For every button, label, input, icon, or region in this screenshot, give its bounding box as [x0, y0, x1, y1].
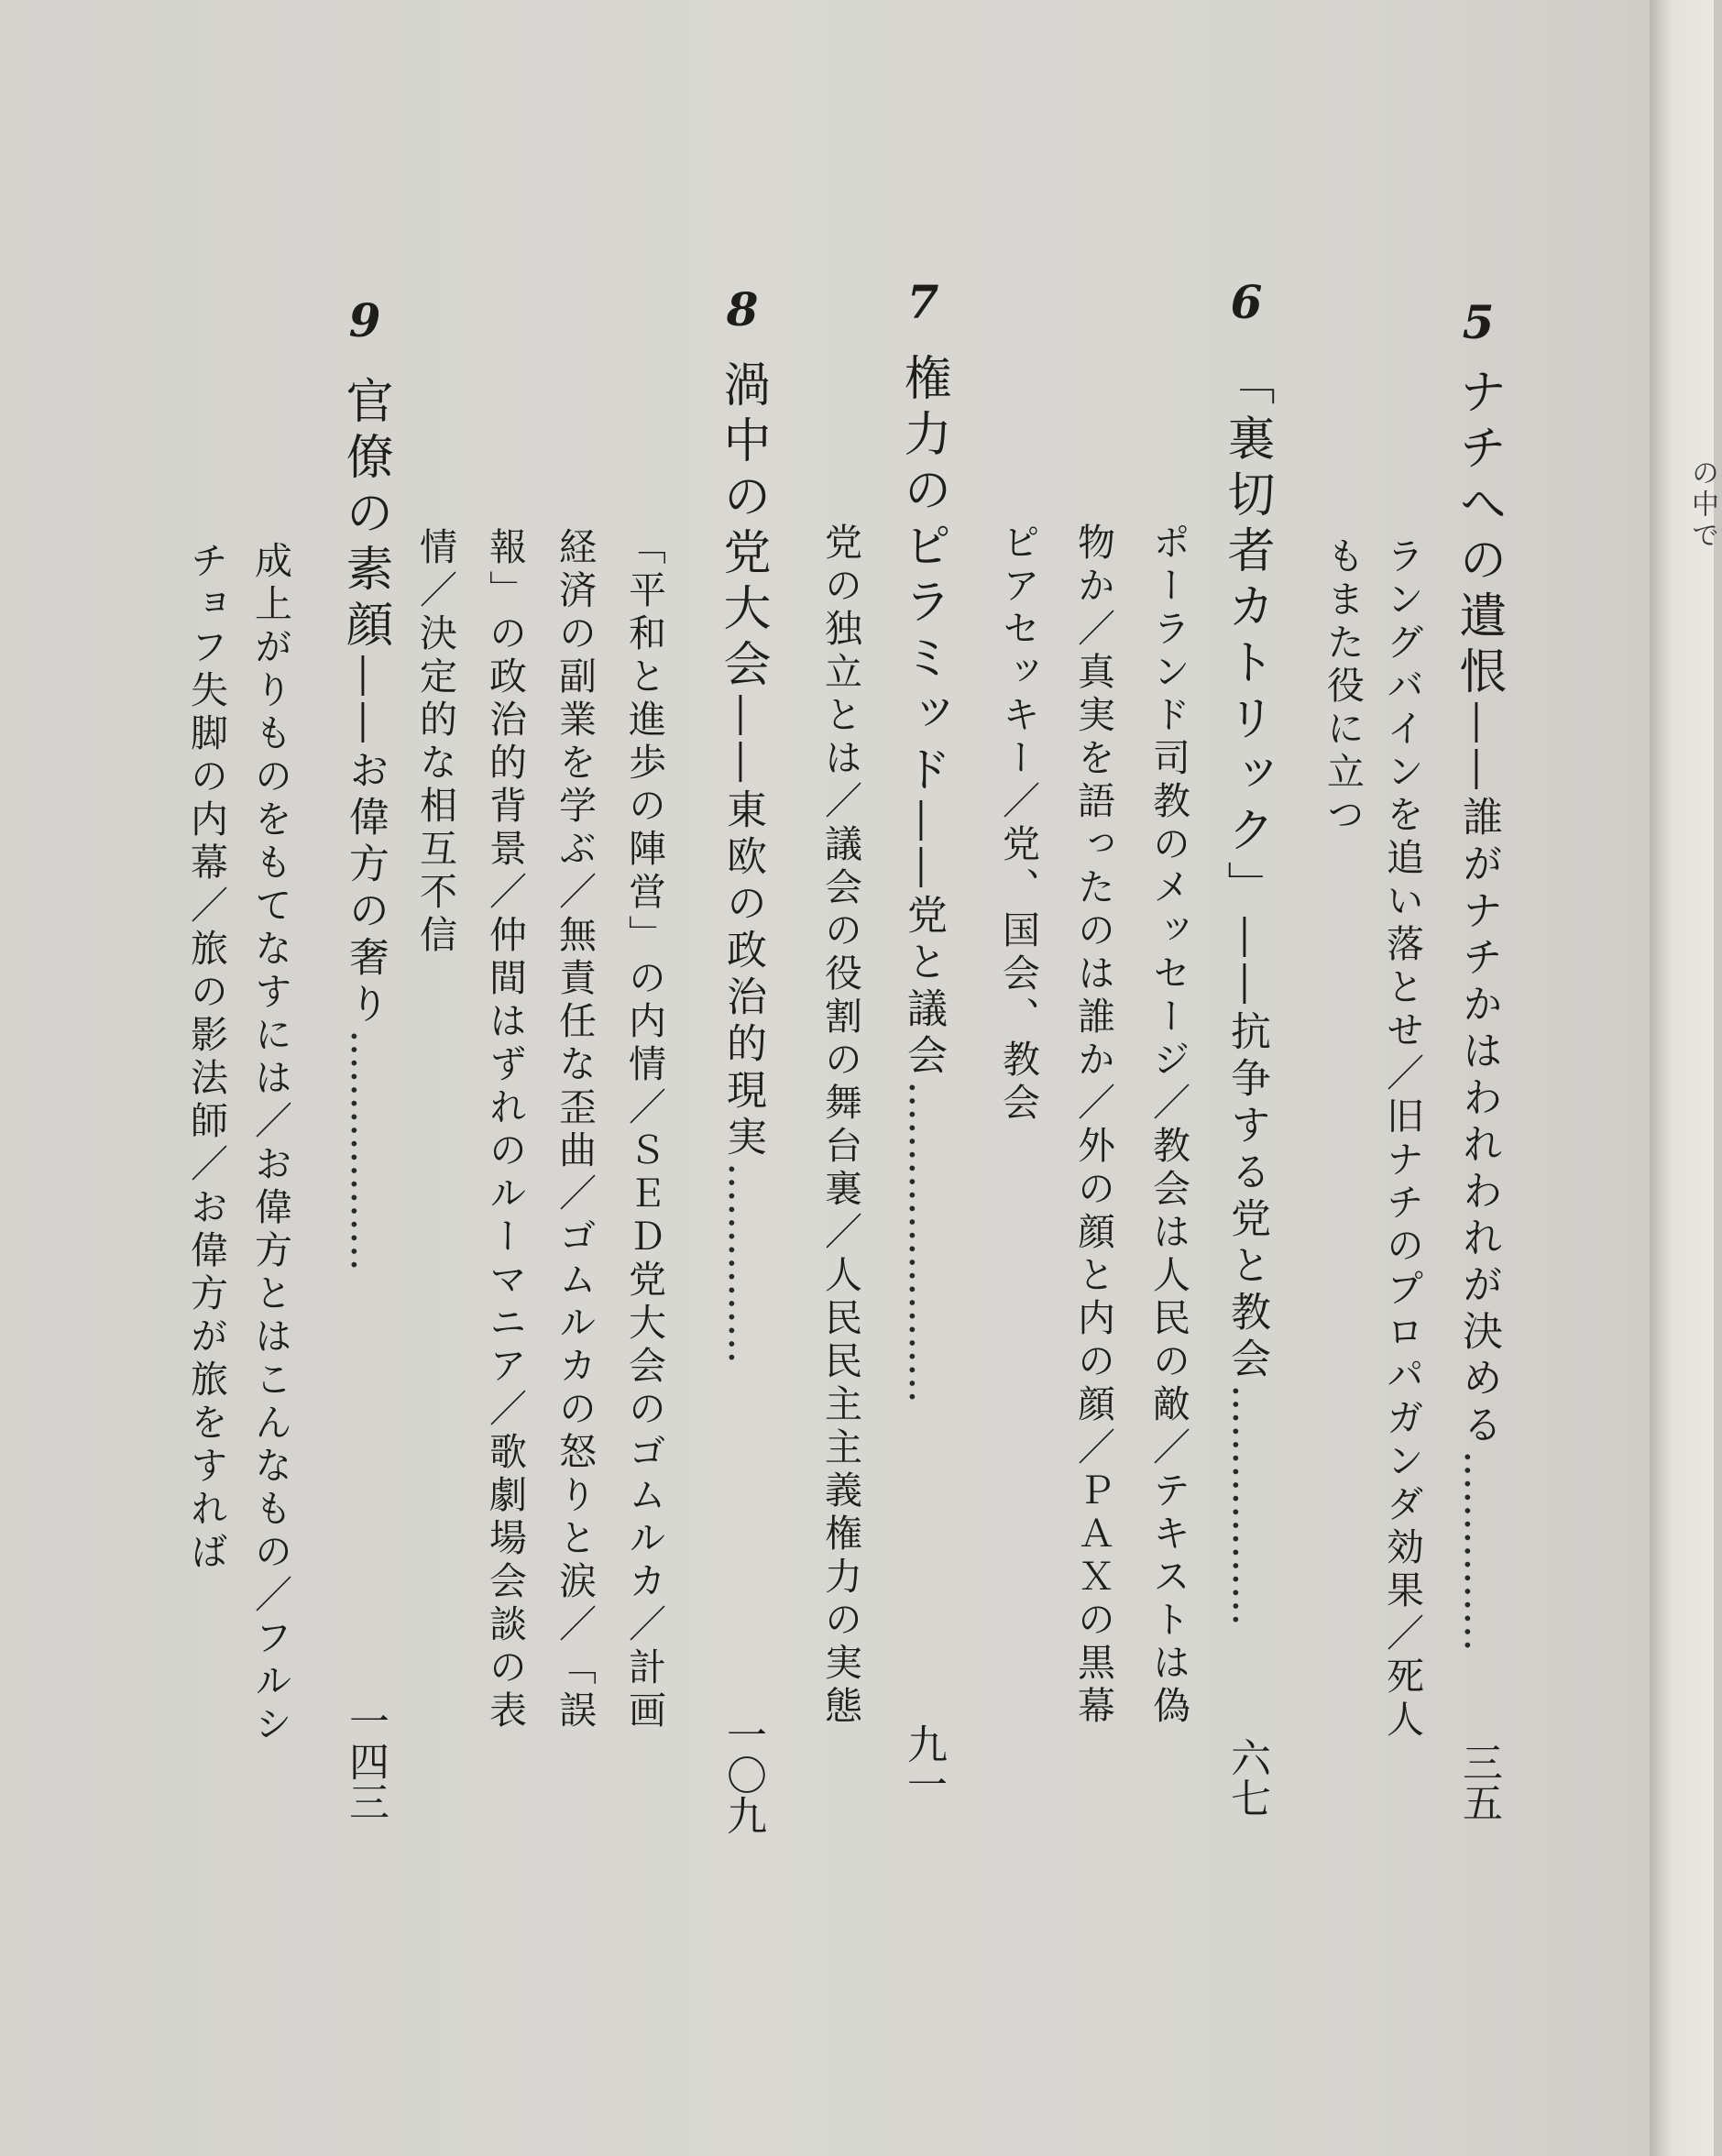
chapter-page-number: 三五 — [1455, 1742, 1502, 1822]
chapter-number: 7 — [906, 275, 939, 329]
chapter-number: 6 — [1230, 275, 1263, 329]
chapter-title: 渦中の党大会 — [715, 359, 770, 695]
chapter-title-line — [337, 376, 392, 1742]
dot-leader: ……………… — [1223, 1384, 1270, 1626]
dot-leader: …………… — [719, 1162, 766, 1364]
dot-leader: ……………… — [342, 1029, 389, 1271]
section-list-line: チョフ失脚の内幕／旅の影法師／お偉方が旅をすれば — [184, 541, 228, 1575]
chapter-subtitle: ――抗争する党と教会 — [1223, 917, 1270, 1384]
chapter-page-number: 九一 — [900, 1723, 947, 1804]
chapter-number: 5 — [1462, 295, 1495, 349]
section-list-line: 情／決定的な相互不信 — [413, 527, 457, 958]
chapter-number: 9 — [348, 293, 381, 347]
chapter-page-number: 六七 — [1223, 1737, 1270, 1818]
chapter-title: 官僚の素顔 — [337, 376, 392, 655]
chapter-subtitle: ――党と議会 — [900, 800, 947, 1081]
section-list-line: 党の独立とは／議会の役割の舞台裏／人民民主主義権力の実態 — [818, 522, 862, 1729]
section-list-line: 報」の政治的背景／仲間はずれのルーマニア／歌劇場会談の表 — [483, 527, 527, 1733]
chapter-subtitle: ――誰がナチかはわれわれが決める — [1455, 702, 1502, 1450]
section-list-line: 成上がりものをもてなすには／お偉方とはこんなもの／フルシ — [248, 541, 292, 1747]
chapter-title-line — [895, 353, 950, 1737]
dot-leader: …………… — [1455, 1450, 1502, 1652]
section-list-line: 「平和と進歩の陣営」の内情／ＳＥＤ党大会のゴムルカ／計画 — [622, 527, 666, 1733]
chapter-subtitle: ――東欧の政治的現実 — [719, 695, 766, 1162]
chapter-title: 権力のピラミッド — [895, 353, 950, 800]
section-list-line: ポーランド司教のメッセージ／教会は人民の敵／テキストは偽 — [1146, 522, 1190, 1729]
chapter-title: ナチへの遺恨 — [1451, 367, 1506, 702]
section-list-line: 経済の副業を学ぶ／無責任な歪曲／ゴムルカの怒りと涙／「誤 — [553, 527, 597, 1733]
chapter-page-number: 一四三 — [342, 1700, 389, 1821]
section-list-line: ピアセッキー／党、国会、教会 — [996, 522, 1040, 1126]
chapter-number: 8 — [726, 282, 759, 336]
chapter-page-number: 一〇九 — [719, 1714, 766, 1835]
section-list-line: ラングバインを追い落とせ／旧ナチのプロパガンダ効果／死人 — [1380, 536, 1424, 1743]
chapter-subtitle: ――お偉方の奢り — [342, 655, 389, 1029]
section-list-line: もまた役に立つ — [1321, 536, 1365, 838]
chapter-title-line — [715, 359, 770, 1744]
dot-leader: …………………… — [900, 1081, 947, 1403]
facing-page-text: の中で — [1686, 458, 1718, 552]
chapter-title-line — [1451, 367, 1506, 1769]
chapter-title-line — [1219, 358, 1274, 1760]
facing-page — [1650, 0, 1714, 2156]
section-list-line: 物か／真実を語ったのは誰か／外の顔と内の顔／ＰＡＸの黒幕 — [1071, 522, 1115, 1729]
chapter-title: 「裏切者カトリック」 — [1219, 358, 1274, 917]
